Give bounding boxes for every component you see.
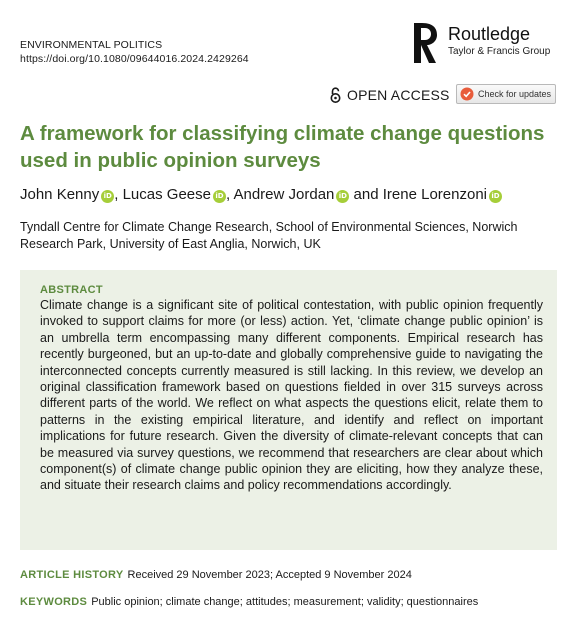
orcid-icon[interactable]: iD	[213, 190, 226, 203]
abstract-box	[20, 270, 557, 550]
open-access-label: OPEN ACCESS	[347, 87, 450, 103]
keywords-text: Public opinion; climate change; attitudes; measurement; validity; questionnaires	[91, 596, 479, 608]
orcid-icon[interactable]: iD	[336, 190, 349, 203]
affiliation: Tyndall Centre for Climate Change Research, School of Environmental Sciences, Norwich Research Park, University of East Anglia, Norwich, UK	[20, 220, 518, 251]
check-updates-label: Check for updates	[478, 89, 552, 99]
orcid-icon[interactable]: iD	[101, 190, 114, 203]
routledge-logo-icon	[410, 20, 440, 66]
publisher-name: Routledge	[448, 24, 531, 44]
author-separator: ,	[225, 186, 234, 203]
keywords	[20, 596, 478, 608]
abstract-text: Climate change is a significant site of political contestation, with public opinion frequently invoked to support claims for more (or less) action. Yet, ‘climate change public opinion’ is an umbrella term encompassing many different components. Empirical research has recently burgeoned, but an up-to-date and globally comprehensive guide to navigating the interconnected concepts currently measured is still lacking. In this review, we develop an original classification framework based on questions fielded in over 315 surveys across different parts of the world. We reflect on what aspects the questions elicit, relate them to patterns in the existing empirical literature, and identify and reflect on important implications for future research. Given the diversity of climate-relevant concepts that can be measured via survey questions, we recommend that researchers are clear about which component(s) of climate change public opinion they are eliciting, how they analyze these, and situate their research claims and policy recommendations accordingly.	[40, 298, 543, 493]
orcid-icon[interactable]: iD	[489, 190, 502, 203]
abstract-label: ABSTRACT	[40, 284, 103, 296]
author-separator: ,	[114, 186, 123, 203]
publisher-group: Taylor & Francis Group	[448, 46, 551, 57]
author-list	[20, 185, 502, 205]
journal-name: ENVIRONMENTAL POLITICS	[20, 39, 163, 51]
journal-header	[20, 38, 249, 66]
author-name[interactable]: Irene Lorenzoni	[382, 186, 488, 203]
check-updates-icon	[460, 87, 474, 101]
doi-link[interactable]: https://doi.org/10.1080/09644016.2024.2429264	[20, 53, 249, 65]
open-access-lock-icon	[330, 87, 341, 103]
routledge-logo-text: ROUTLEDGE	[408, 39, 413, 64]
article-history	[20, 569, 412, 581]
author-name[interactable]: Andrew Jordan	[233, 186, 335, 203]
article-title: A framework for classifying climate change questions used in public opinion surveys	[20, 122, 545, 172]
open-access-badge	[330, 87, 450, 103]
check-updates-button[interactable]	[456, 84, 556, 104]
publisher-block	[410, 20, 560, 66]
author-name[interactable]: Lucas Geese	[122, 186, 211, 203]
author-separator: and	[349, 186, 383, 203]
keywords-label: KEYWORDS	[20, 596, 88, 608]
author-name[interactable]: John Kenny	[20, 186, 100, 203]
article-history-label: ARTICLE HISTORY	[20, 569, 124, 581]
article-history-text: Received 29 November 2023; Accepted 9 November 2024	[127, 569, 412, 581]
